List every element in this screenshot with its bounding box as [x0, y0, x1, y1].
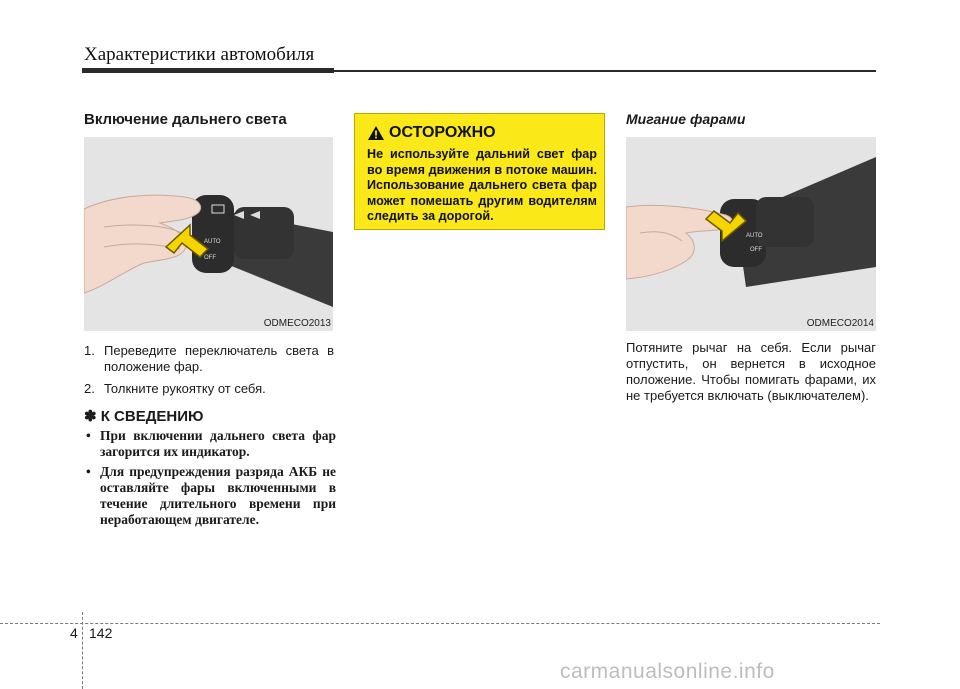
page-header-title: Характеристики автомобиля	[84, 44, 315, 65]
info-list	[84, 428, 336, 532]
watermark-text: carmanualsonline.info	[560, 660, 775, 683]
lever-label-off: OFF	[204, 255, 216, 261]
lever-label-off: OFF	[750, 247, 762, 253]
page-number: 142	[89, 625, 113, 641]
warning-text: Не используйте дальний свет фар во время движения в потоке машин. Использование дальнего света фар может помешать другим водителям следить за дорогой.	[367, 147, 597, 223]
photo-code-left: ODMECO2013	[263, 318, 331, 329]
chapter-number: 4	[70, 625, 78, 641]
photo-code-right: ODMECO2014	[806, 318, 874, 329]
lever-pull-illustration	[626, 137, 876, 331]
section-heading-high-beam: Включение дальнего света	[84, 111, 287, 128]
steps-list	[84, 343, 334, 403]
warning-triangle-icon	[367, 125, 385, 141]
list-item	[84, 343, 334, 375]
photo-flash-lever	[626, 137, 876, 331]
flashing-description: Потяните рычаг на себя. Если рычаг отпустить, он вернется в исходное положение. Чтобы помигать фарами, их не требуется включать (выключателем).	[626, 340, 876, 403]
lever-push-illustration	[84, 137, 333, 331]
footer-rule	[0, 623, 880, 624]
warning-box	[354, 113, 605, 230]
footer-vertical-rule	[82, 612, 83, 689]
step-number: 1.	[84, 343, 95, 358]
lever-label-auto: AUTO	[204, 239, 221, 245]
step-text: Переведите переключатель света в положение фар.	[104, 343, 334, 374]
warning-title: ОСТОРОЖНО	[389, 124, 496, 141]
list-item	[84, 428, 336, 460]
list-item	[84, 464, 336, 528]
list-item	[84, 381, 334, 397]
photo-high-beam-lever	[84, 137, 333, 331]
header-rule-thick	[82, 68, 334, 73]
info-text: При включении дальнего света фар загорится их индикатор.	[100, 428, 336, 459]
lever-label-auto: AUTO	[746, 233, 763, 239]
header-rule-thin	[334, 70, 876, 72]
step-text: Толкните рукоятку от себя.	[104, 381, 266, 396]
step-number: 2.	[84, 381, 95, 396]
bullet-icon: •	[86, 428, 91, 443]
bullet-icon: •	[86, 464, 91, 479]
info-text: Для предупреждения разряда АКБ не оставляйте фары включенными в течение длительного времени при неработающем двигателе.	[100, 464, 336, 527]
info-heading: ✽ К СВЕДЕНИЮ	[84, 408, 204, 425]
section-heading-flashing: Мигание фарами	[626, 111, 746, 127]
